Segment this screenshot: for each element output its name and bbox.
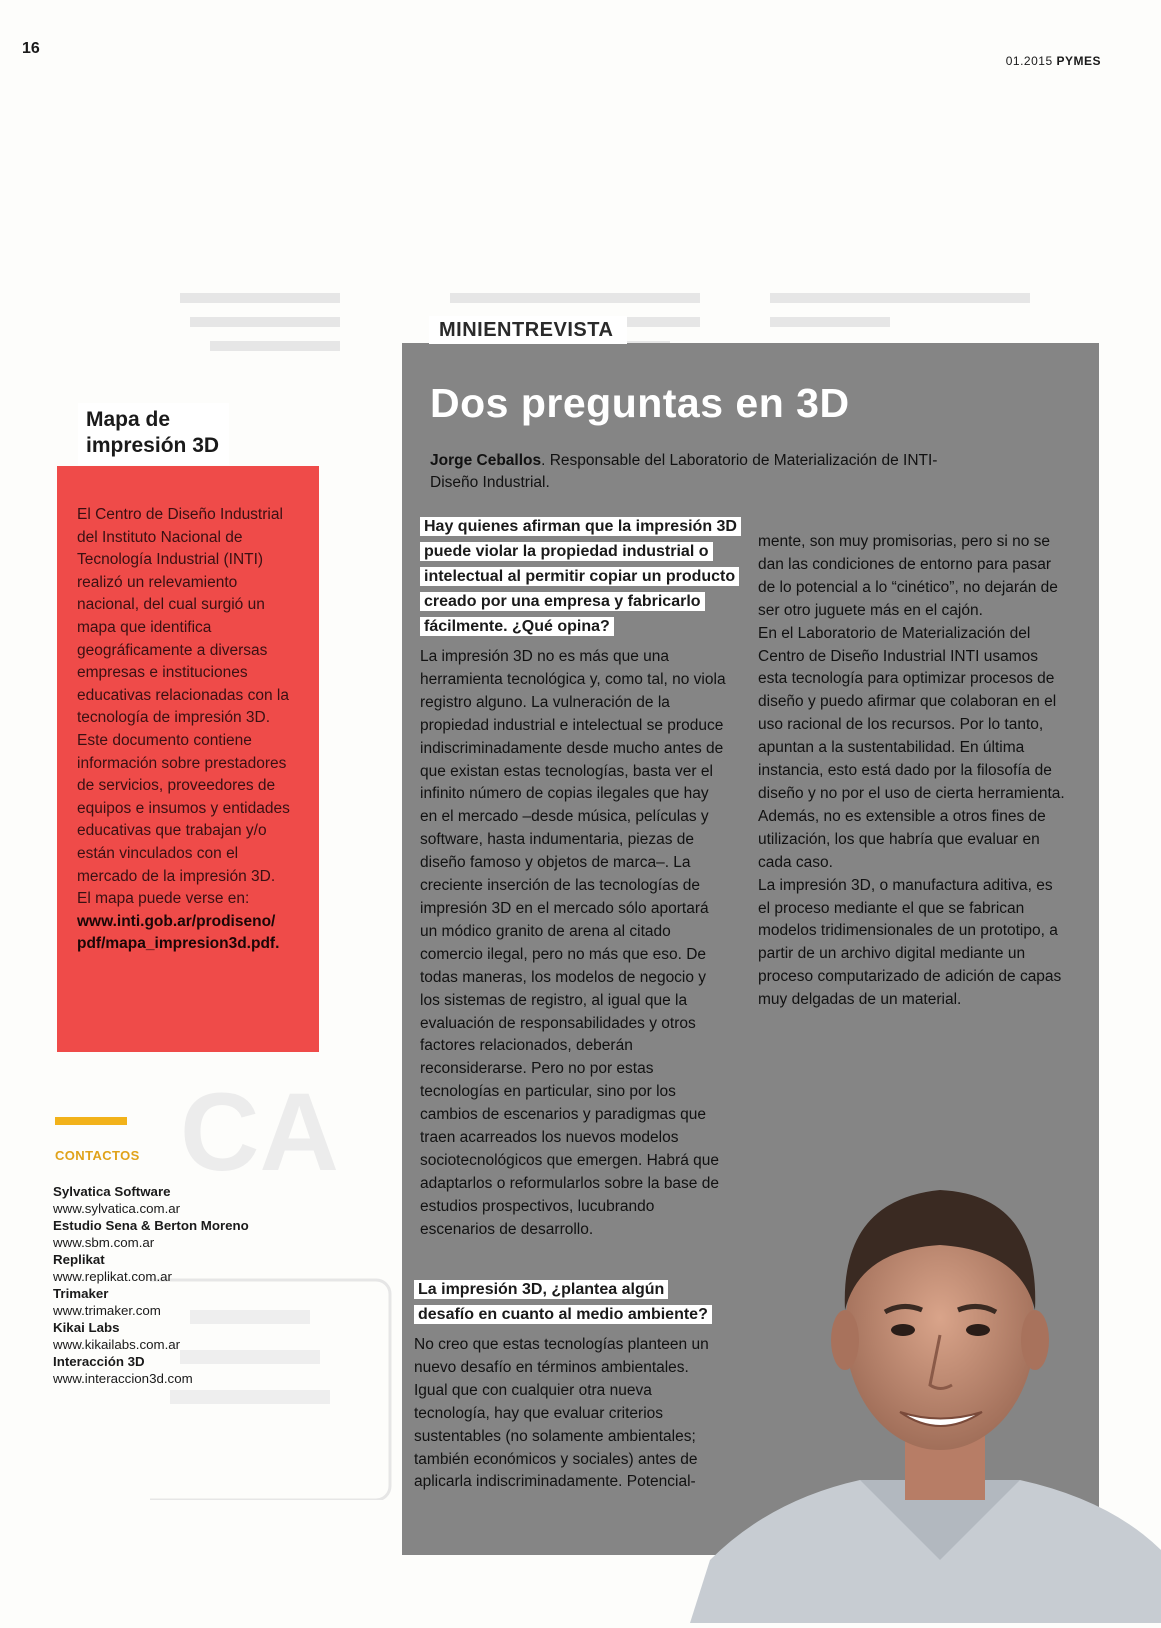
contact-name: Sylvatica Software — [53, 1184, 171, 1199]
answer-1 — [420, 646, 730, 1242]
sidebar-body-1: El Centro de Diseño Industrial del Instituto Nacional de Tecnología Industrial (INTI) realizó un relevamiento nacional, del cual surgió un mapa que identifica geográficamente a diversas empresas e instituciones educativas relacionadas con la tecnología de impresión 3D. — [77, 506, 289, 727]
question-1-text: Hay quienes afirman que la impresión 3D puede violar la propiedad industrial o intelectual al permitir copiar un producto creado por una empresa y fabricarlo fácilmente. ¿Qué opina? — [420, 517, 741, 636]
page-number: 16 — [22, 40, 40, 57]
byline — [430, 450, 950, 494]
contacts-title: CONTACTOS — [55, 1148, 140, 1163]
contact-url[interactable]: www.sbm.com.ar — [53, 1235, 155, 1250]
answer-2-right-text-2: En el Laboratorio de Materialización del Centro de Diseño Industrial INTI usamos esta tecnología para optimizar procesos de diseño y puedo afirmar que colaboran en el uso racional de los recursos. Por lo tanto, apuntan a la sustentabilidad. En última instancia, esto está dado por la filosofía de diseño y no por el uso de cierta herramienta. Además, no es extensible a otros fines de utilización, los que habría que evaluar en cada caso. — [758, 624, 1065, 871]
section-label: MINIENTREVISTA — [429, 316, 627, 344]
question-2 — [414, 1277, 724, 1327]
contact-url[interactable]: www.kikailabs.com.ar — [53, 1337, 181, 1352]
answer-2-right — [758, 531, 1068, 1012]
contact-item — [53, 1183, 249, 1217]
answer-2-right-text-3: La impresión 3D, o manufactura aditiva, es el proceso mediante el que se fabrican modelos tridimensionales de un prototipo, a partir de un archivo digital mediante un proceso computarizado de adición de capas muy delgadas de un material. — [758, 876, 1062, 1009]
map-link[interactable]: www.inti.gob.ar/prodiseno/ pdf/mapa_impresion3d.pdf. — [77, 912, 280, 953]
headline: Dos preguntas en 3D — [430, 380, 850, 426]
interviewee-portrait — [690, 1140, 1161, 1623]
issue-date: 01.2015 — [1005, 54, 1053, 68]
answer-2-left — [414, 1334, 724, 1494]
contact-item — [53, 1251, 249, 1285]
sidebar-body-2: Este documento contiene información sobre prestadores de servicios, proveedores de equipos e insumos y entidades educativas que trabajan y/o están vinculados con el mercado de la impresión 3D. — [77, 731, 290, 885]
contact-item — [53, 1217, 249, 1251]
svg-text:CA: CA — [180, 1071, 339, 1194]
contact-item — [53, 1319, 249, 1353]
answer-2-left-text: No creo que estas tecnologías planteen un nuevo desafío en términos ambientales. Igual que con cualquier otra nueva tecnología, hay que evaluar criterios sustentables (no solamente ambientales; también económicos y sociales) antes de aplicarla indiscriminadamente. Potencial- — [414, 1336, 709, 1491]
issue-info — [1006, 54, 1101, 68]
portrait-illustration — [690, 1140, 1161, 1623]
contacts-accent-bar — [55, 1117, 127, 1125]
sidebar-title — [78, 403, 229, 465]
contact-item — [53, 1353, 249, 1387]
contact-url[interactable]: www.replikat.com.ar — [53, 1269, 172, 1284]
sidebar-title-line-1: Mapa de — [86, 408, 171, 431]
question-1 — [420, 514, 740, 639]
contact-name: Estudio Sena & Berton Moreno — [53, 1218, 249, 1233]
answer-2-right-text-1: mente, son muy promisorias, pero si no se dan las condiciones de entorno para pasar de lo potencial a lo “cinético”, no dejarán de ser otro juguete más en el cajón. — [758, 533, 1058, 619]
sidebar-box — [57, 466, 319, 1052]
contact-name: Replikat — [53, 1252, 105, 1267]
question-2-text: La impresión 3D, ¿plantea algún desafío en cuanto al medio ambiente? — [414, 1280, 712, 1324]
interviewee-name: Jorge Ceballos — [430, 452, 542, 469]
contact-name: Trimaker — [53, 1286, 109, 1301]
contact-name: Kikai Labs — [53, 1320, 120, 1335]
contact-url[interactable]: www.trimaker.com — [53, 1303, 161, 1318]
sidebar-body-3: El mapa puede verse en: — [77, 890, 250, 908]
sidebar-title-line-2: impresión 3D — [86, 434, 220, 457]
answer-1-text: La impresión 3D no es más que una herramienta tecnológica y, como tal, no viola registro alguno. La vulneración de la propiedad industrial e intelectual se produce indiscriminadamente desde mucho antes de que existan estas tecnologías, basta ver el infinito número de copias ilegales que hay en el mercado –desde música, películas y software, hasta indumentaria, piezas de diseño famoso y objetos de marca–. La creciente inserción de las tecnologías de impresión 3D en el mercado sólo aportará un módico granito de arena al citado comercio ilegal, pero no más que eso. De todas maneras, los modelos de negocio y los sistemas de registro, al igual que la evaluación de responsabilidades y otros factores relacionados, deberán reconsiderarse. Pero no por estas tecnologías en particular, sino por los cambios de escenarios y paradigmas que traen acarreados los nuevos modelos sociotecnológicos que emergen. Habrá que adaptarlos o reformularlos sobre la base de estudios prospectivos, lucubrando escenarios de desarrollo. — [420, 648, 726, 1238]
contact-url[interactable]: www.sylvatica.com.ar — [53, 1201, 181, 1216]
contact-name: Interacción 3D — [53, 1354, 145, 1369]
interviewee-role: . Responsable del Laboratorio de Materialización de INTI-Diseño Industrial. — [430, 452, 938, 491]
contacts-list — [53, 1183, 249, 1387]
contact-item — [53, 1285, 249, 1319]
contact-url[interactable]: www.interaccion3d.com — [53, 1371, 193, 1386]
publication-name: PYMES — [1056, 54, 1101, 68]
